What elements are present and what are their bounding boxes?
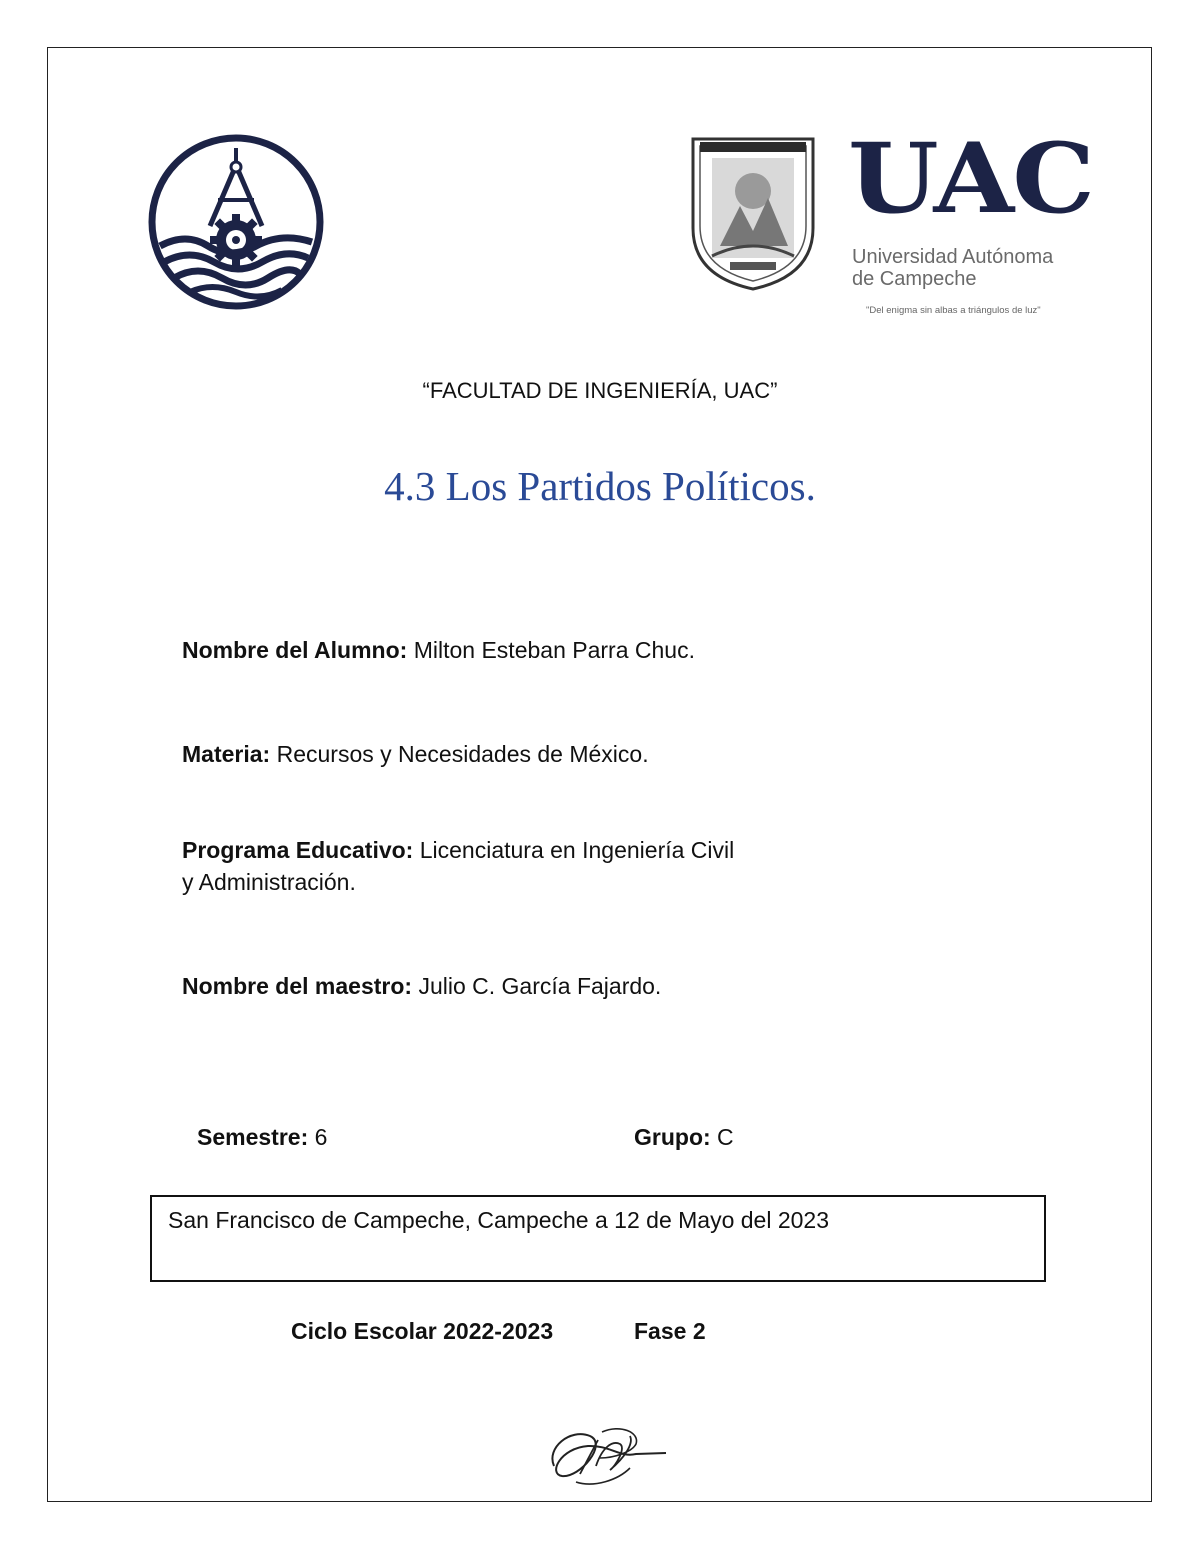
phase-label: Fase 2 — [634, 1318, 706, 1344]
document-title: 4.3 Los Partidos Políticos. — [384, 463, 816, 509]
semester-label: Semestre: — [197, 1124, 309, 1150]
school-year: Ciclo Escolar 2022-2023 — [291, 1318, 554, 1344]
uac-motto: "Del enigma sin albas a triángulos de luz" — [866, 305, 1041, 316]
group-label: Grupo: — [634, 1124, 711, 1150]
subject-value: Recursos y Necesidades de México. — [270, 741, 649, 767]
teacher-field — [182, 970, 661, 1002]
uac-name-line1: Universidad Autónoma — [852, 246, 1054, 268]
program-value-line2: y Administración. — [182, 869, 356, 895]
uac-university-name — [852, 246, 1053, 290]
program-value-line1: Licenciatura en Ingeniería Civil — [413, 837, 735, 863]
signature — [540, 1418, 672, 1490]
faculty-title: “FACULTAD DE INGENIERÍA, UAC” — [422, 378, 778, 403]
uac-seal — [690, 136, 816, 292]
teacher-label: Nombre del maestro: — [182, 973, 413, 999]
teacher-value: Julio C. García Fajardo. — [412, 973, 662, 999]
subject-field — [182, 738, 649, 770]
group-field — [634, 1121, 734, 1153]
uac-wordmark: UAC — [848, 120, 1093, 236]
place-date-text: San Francisco de Campeche, Campeche a 12 de Mayo del 2023 — [168, 1207, 830, 1233]
student-label: Nombre del Alumno: — [182, 637, 408, 663]
subject-label: Materia: — [182, 741, 271, 767]
student-value: Milton Esteban Parra Chuc. — [407, 637, 695, 663]
uac-name-line2: de Campeche — [852, 268, 977, 290]
faculty-logo — [146, 134, 326, 310]
semester-field — [197, 1121, 327, 1153]
program-field — [182, 834, 734, 898]
place-date-box — [150, 1195, 1046, 1282]
semester-value: 6 — [308, 1124, 328, 1150]
student-field — [182, 634, 695, 666]
group-value: C — [710, 1124, 734, 1150]
program-label: Programa Educativo: — [182, 837, 414, 863]
